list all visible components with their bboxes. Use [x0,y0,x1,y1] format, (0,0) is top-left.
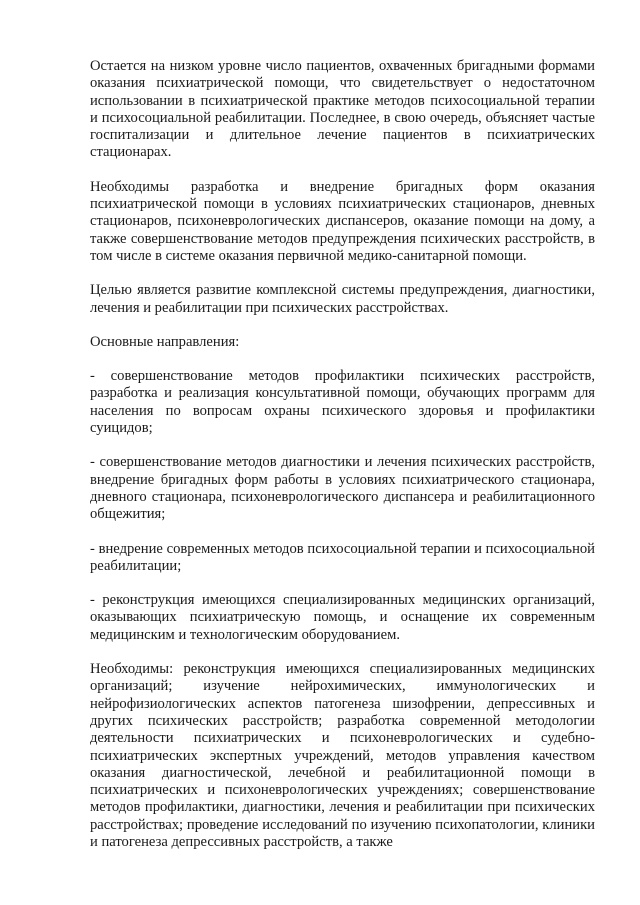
list-item-reconstruction: - реконструкция имеющихся специализированных медицинских организаций, оказывающих психиатрическую помощь, и оснащение их современным медицинским и технологическим оборудованием. [90,592,595,643]
paragraph-requirements: Необходимы: реконструкция имеющихся специализированных медицинских организаций; изучение нейрохимических, иммунологических и нейрофизиологических аспектов патогенеза шизофрении, депрессивных и других психических расстройств; разработка современной методологии деятельности психиатрических и психоневрологических и судебно-психиатрических экспертных учреждений, методов управления качеством оказания диагностической, лечебной и реабилитационной помощи в психиатрических и психоневрологических учреждениях; совершенствование методов профилактики, диагностики, лечения и реабилитации при психических расстройствах; проведение исследований по изучению психопатологии, клиники и патогенеза депрессивных расстройств, а также [90,661,595,850]
paragraph-team-forms-needed: Необходимы разработка и внедрение бригадных форм оказания психиатрической помощи в условиях психиатрических стационаров, дневных стационаров, психоневрологических диспансеров, оказание помощи на дому, а также совершенствование методов предупреждения психических расстройств, в том числе в системе оказания первичной медико-санитарной помощи. [90,178,595,264]
paragraph-goal: Целью является развитие комплексной системы предупреждения, диагностики, лечения и реабилитации при психических расстройствах. [90,282,595,316]
list-item-diagnostics-treatment: - совершенствование методов диагностики и лечения психических расстройств, внедрение бригадных форм работы в условиях психиатрического стационара, дневного стационара, психоневрологического диспансера и реабилитационного общежития; [90,454,595,523]
paragraph-main-directions-heading: Основные направления: [90,333,240,350]
list-item-prevention: - совершенствование методов профилактики психических расстройств, разработка и реализация консультативной помощи, обучающих программ для населения по вопросам охраны психического здоровья и профилактики суицидов; [90,368,595,437]
document-page [90,58,595,851]
paragraph-patients-coverage: Остается на низком уровне число пациентов, охваченных бригадными формами оказания психиатрической помощи, что свидетельствует о недостаточном использовании в психиатрической практике методов психосоциальной терапии и психосоциальной реабилитации. Последнее, в свою очередь, объясняет частые госпитализации и длительное лечение пациентов в психиатрических стационарах. [90,58,595,161]
list-item-psychosocial-therapy: - внедрение современных методов психосоциальной терапии и психосоциальной реабилитации; [90,540,595,574]
